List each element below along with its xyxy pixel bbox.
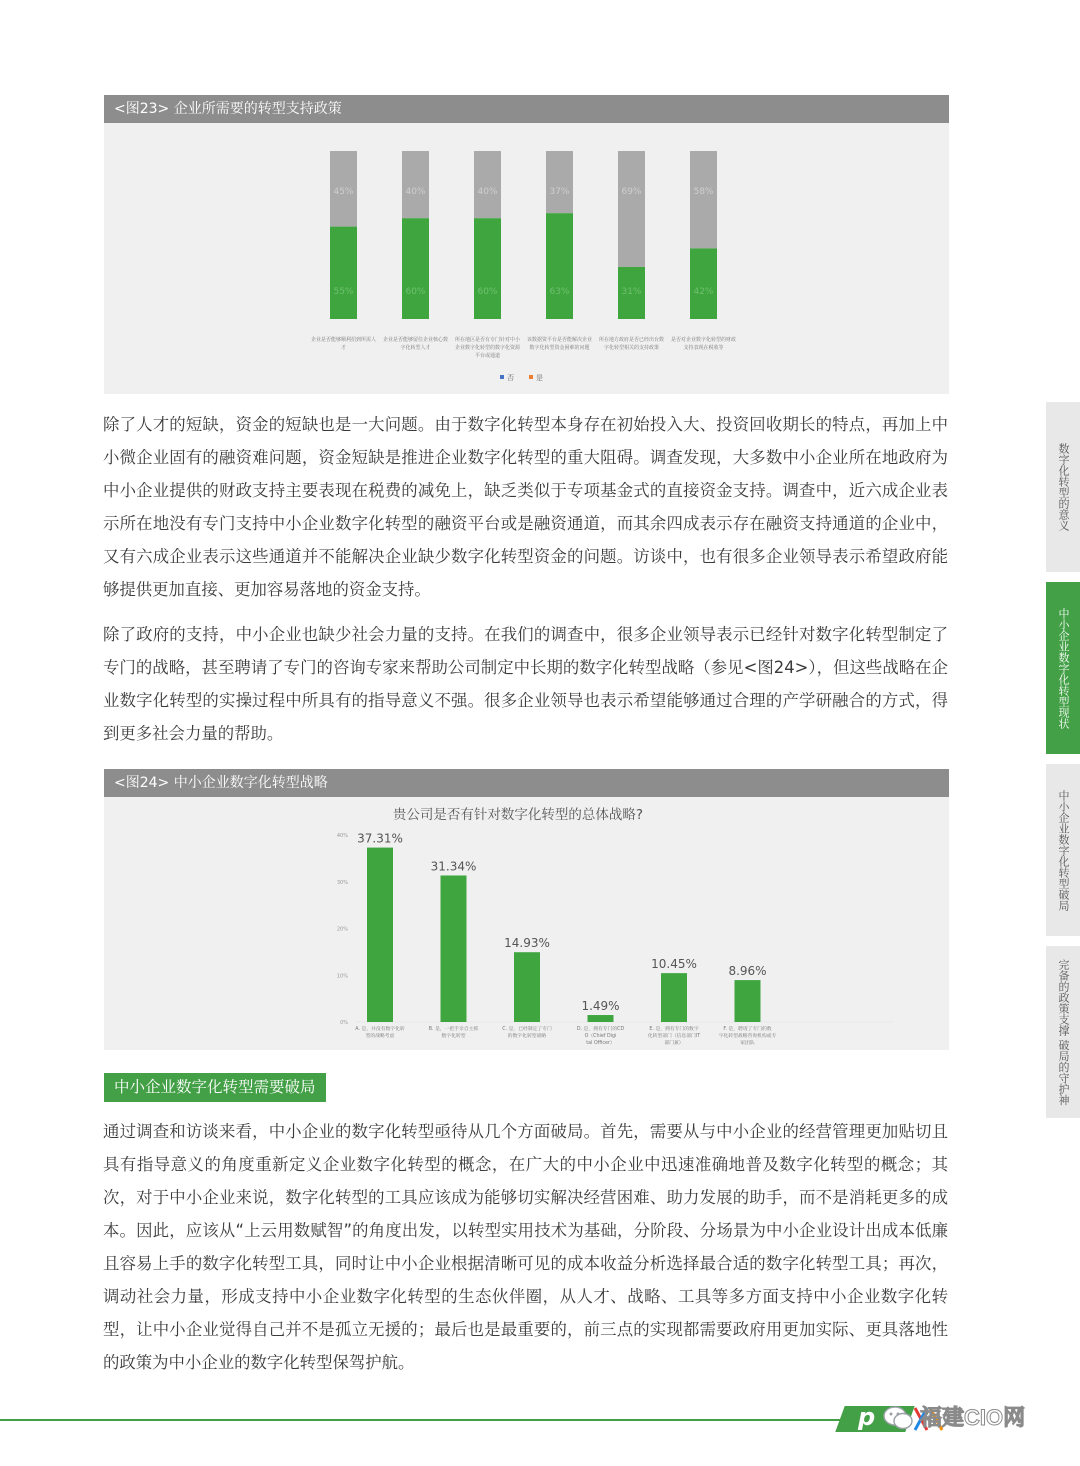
category-label: 平台或通道: [474, 353, 501, 359]
side-tab-breakthrough[interactable]: 中小企业数字化转型破局: [1046, 764, 1080, 936]
category-label: 的数字化转型战略: [507, 1034, 547, 1039]
bar-yes-label: 42%: [693, 287, 714, 297]
category-label: D. 是，拥有专门的CD: [576, 1027, 625, 1032]
bar-no-label: 37%: [549, 187, 570, 197]
category-label: 企业数字化转型的数字化资源: [454, 345, 521, 351]
legend-yes-label: 是: [536, 374, 543, 382]
category-label: tal Officer）: [586, 1041, 615, 1046]
bar-value-label: 31.34%: [430, 859, 477, 874]
y-tick-label: 30%: [336, 879, 348, 886]
bar-yes-label: 55%: [333, 287, 354, 297]
category-label: B. 是，一把手亲自主抓: [428, 1027, 479, 1032]
section-heading: 中小企业数字化转型需要破局: [104, 1073, 326, 1102]
category-label: 支持表现在税收等: [683, 345, 724, 351]
side-tab-current-status[interactable]: 中小企业数字化转型现状: [1046, 582, 1080, 754]
category-label: 化转型部门（信息部门IT: [647, 1034, 701, 1039]
side-tab-policy-support[interactable]: 完备的政策支撑 破局的守护神: [1046, 946, 1080, 1118]
footer-page-mark: p: [858, 1403, 876, 1431]
bar-value-label: 37.31%: [357, 831, 403, 846]
footer-watermark: 福建CIO网: [920, 1405, 1026, 1430]
category-label: E. 是，拥有专门的数字: [649, 1027, 699, 1032]
category-label: 字化转型人才: [400, 345, 431, 351]
body-paragraph-2: 除了政府的支持，中小企业也缺少社会力量的支持。在我们的调查中，很多企业领导表示已经针对数字化转型制定了专门的战略，甚至聘请了专门的咨询专家来帮助公司制定中长期的数字化转型战略（参见<图24>），但这些战略在企业数字化转型的实操过程中所具有的指导意义不强。很多企业领导也表示希望能够通过合理的产学研融合的方式，得到更多社会力量的帮助。: [103, 625, 948, 743]
category-label: 所在地方政府是否已经出台数: [598, 337, 665, 343]
category-label: 才: [340, 345, 347, 351]
bar-yes-segment: [474, 218, 501, 319]
bar-value-label: 8.96%: [728, 964, 767, 979]
category-label: O（Chief Digi: [584, 1034, 617, 1039]
bar: [735, 980, 761, 1022]
y-tick-label: 40%: [336, 833, 348, 839]
bar-no-label: 40%: [405, 187, 426, 197]
legend-no-swatch: [500, 375, 504, 379]
bar-value-label: 1.49%: [581, 999, 620, 1014]
figure24-title: <图24> 中小企业数字化转型战略: [104, 769, 949, 797]
bar-yes-segment: [330, 227, 357, 319]
y-tick-label: 10%: [336, 973, 348, 980]
figure23-title: <图23> 企业所需要的转型支持政策: [104, 95, 949, 123]
bar: [441, 875, 467, 1022]
bar-yes-label: 60%: [477, 287, 498, 297]
side-tab-meaning[interactable]: 数字化转型的意义: [1046, 402, 1080, 572]
y-tick-label: 0%: [340, 1020, 348, 1026]
category-label: 家团队: [740, 1041, 755, 1046]
bar-no-segment: [690, 151, 717, 248]
y-tick-label: 20%: [336, 926, 348, 933]
bar: [514, 952, 540, 1022]
bar: [367, 848, 393, 1022]
category-label: C. 是，已经制定了专门: [502, 1027, 552, 1032]
category-label: 数字化转型资金困难的问题: [529, 345, 590, 351]
bar-no-label: 40%: [477, 187, 498, 197]
legend-yes-swatch: [529, 375, 533, 379]
category-label: 字化转型相关的支持政策: [603, 345, 660, 351]
category-label: A. 是，并没有数字化转: [355, 1027, 405, 1032]
category-label: 数字化转型: [441, 1034, 466, 1039]
bar-no-label: 45%: [333, 187, 354, 197]
body-paragraph-1: 除了人才的短缺，资金的短缺也是一大问题。由于数字化转型本身存在初始投入大、投资回收期长的特点，再加上中小微企业固有的融资难问题，资金短缺是推进企业数字化转型的重大阻碍。调查发现，大多数中小企业所在地政府为中小企业提供的财政支持主要表现在税费的减免上，缺乏类似于专项基金式的直接资金支持。调查中，近六成企业表示所在地没有专门支持中小企业数字化转型的融资平台或是融资通道，而其余四成表示存在融资支持通道的企业中，又有六成企业表示这些通道并不能解决企业缺少数字化转型资金的问题。访谈中，也有很多企业领导表示希望政府能够提供更加直接、更加容易落地的资金支持。: [103, 415, 948, 599]
bar-no-label: 58%: [693, 187, 714, 197]
wechat-logo-icon: [883, 1404, 913, 1432]
chart-title: 贵公司是否有针对数字化转型的总体战略?: [392, 807, 644, 823]
bar-no-label: 69%: [621, 187, 642, 197]
category-label: 是否对企业数字化转型的财政: [670, 337, 737, 343]
footer-rule: [0, 1419, 860, 1421]
bar-no-segment: [546, 151, 573, 213]
category-label: 所在地区是否有专门针对中小: [454, 337, 521, 343]
category-label: 企业是否能够顺利招到所需人: [310, 337, 377, 343]
category-label: 企业是否能够留住企业核心数: [382, 337, 449, 343]
bar-yes-label: 31%: [621, 287, 642, 297]
figure23-chart: [104, 123, 949, 394]
figure24-chart: [104, 797, 949, 1050]
bar: [661, 973, 687, 1022]
category-label: 字化转型战略咨询机构或专: [718, 1034, 777, 1039]
bar-value-label: 10.45%: [651, 957, 697, 972]
category-label: F. 是，聘请了专门的数: [723, 1027, 772, 1032]
figure24-chart-area: [104, 797, 949, 1050]
legend-no-label: 否: [507, 374, 514, 382]
category-label: 该数据资平台是否能解决企业: [526, 337, 593, 343]
bar: [588, 1015, 614, 1022]
section-paragraph: 通过调查和访谈来看，中小企业的数字化转型亟待从几个方面破局。首先，需要从与中小企业的经营管理更加贴切且具有指导意义的角度重新定义企业数字化转型的概念，在广大的中小企业中迅速准确地普及数字化转型的概念；其次，对于中小企业来说，数字化转型的工具应该成为能够切实解决经营困难、助力发展的助手，而不是消耗更多的成本。因此，应该从“上云用数赋智”的角度出发，以转型实用技术为基础，分阶段、分场景为中小企业设计出成本低廉且容易上手的数字化转型工具，同时让中小企业根据清晰可见的成本收益分析选择最合适的数字化转型工具；再次，调动社会力量，形成支持中小企业数字化转型的生态伙伴圈，从人才、战略、工具等多方面支持中小企业数字化转型，让中小企业觉得自己并不是孤立无援的；最后也是最重要的，前三点的实现都需要政府用更加实际、更具落地性的政策为中小企业的数字化转型保驾护航。: [103, 1122, 948, 1372]
figure23-chart-area: [104, 123, 949, 394]
bar-value-label: 14.93%: [504, 936, 550, 951]
bar-no-segment: [474, 151, 501, 218]
bar-yes-label: 63%: [549, 287, 570, 297]
bar-yes-segment: [690, 248, 717, 319]
bar-yes-segment: [546, 213, 573, 319]
bar-no-segment: [618, 151, 645, 267]
bar-yes-segment: [402, 218, 429, 319]
category-label: 型的战略考虑: [365, 1034, 395, 1039]
bar-no-segment: [402, 151, 429, 218]
category-label: 部门兼）: [664, 1041, 684, 1046]
bar-yes-label: 60%: [405, 287, 426, 297]
